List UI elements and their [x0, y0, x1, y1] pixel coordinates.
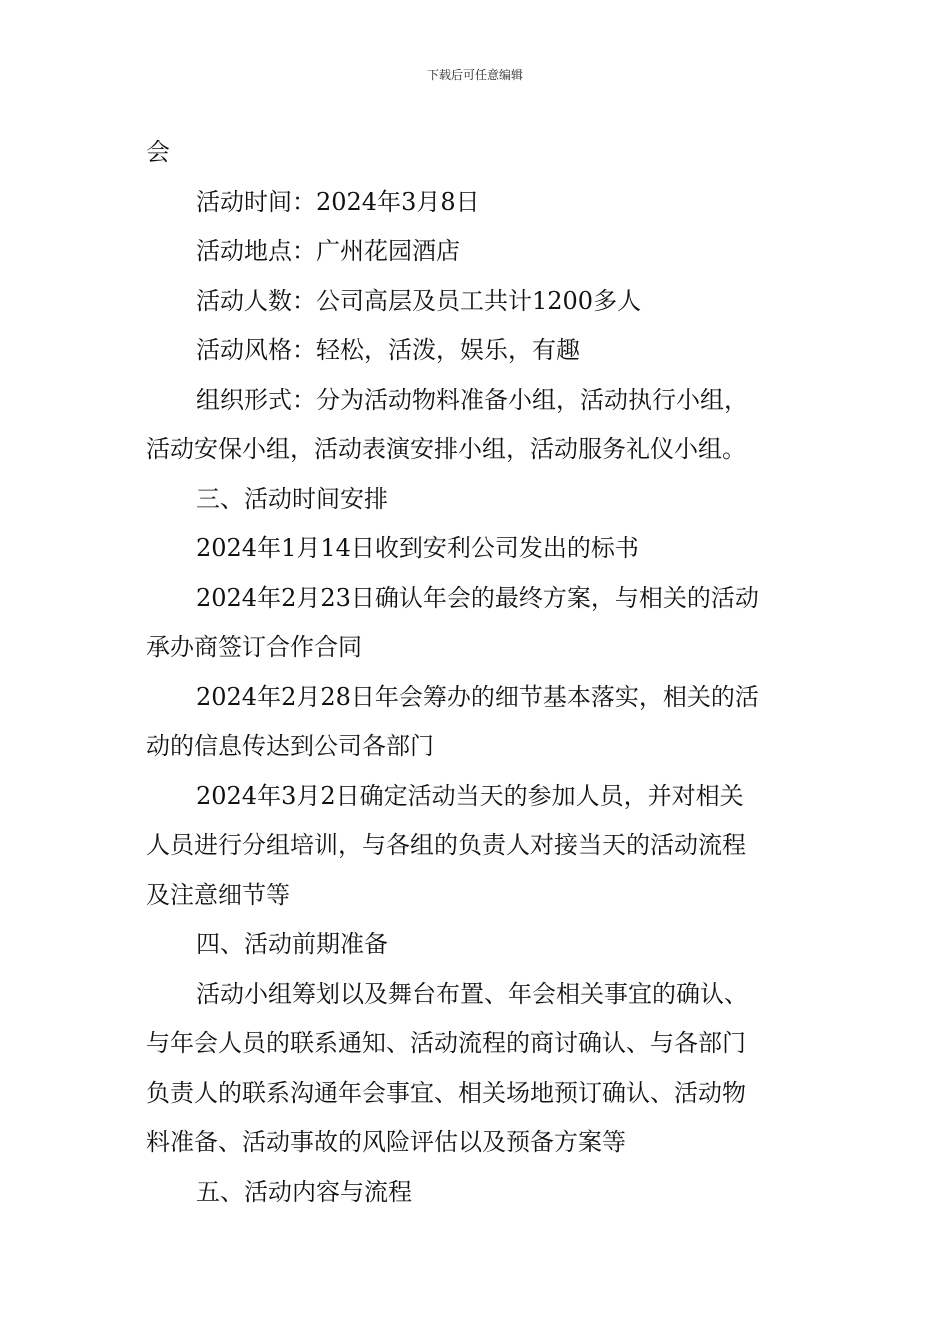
- document-body: [146, 128, 808, 1217]
- section-heading: 三、活动时间安排: [196, 484, 388, 513]
- section-heading: 四、活动前期准备: [196, 930, 388, 958]
- paragraph-line: 承办商签订合作合同: [146, 633, 362, 661]
- paragraph-line: 料准备、活动事故的风险评估以及预备方案等: [146, 1128, 626, 1156]
- page-header-note: 下载后可任意编辑: [426, 68, 523, 82]
- paragraph-line: 活动安保小组，活动表演安排小组，活动服务礼仪小组。: [146, 435, 746, 463]
- paragraph-line: 负责人的联系沟通年会事宜、相关场地预订确认、活动物: [146, 1078, 746, 1107]
- paragraph-line: 及注意细节等: [146, 880, 290, 909]
- paragraph-line: 2024年2月28日年会筹办的细节基本落实，相关的活: [196, 682, 759, 711]
- paragraph-line: 人员进行分组培训，与各组的负责人对接当天的活动流程: [146, 831, 746, 859]
- paragraph-line: 2024年3月2日确定活动当天的参加人员，并对相关: [196, 781, 744, 810]
- paragraph-line: 与年会人员的联系通知、活动流程的商讨确认、与各部门: [146, 1029, 746, 1057]
- paragraph-line: 活动时间：2024年3月8日: [196, 187, 480, 216]
- paragraph-line: 2024年1月14日收到安利公司发出的标书: [196, 534, 639, 562]
- paragraph-line: 活动风格：轻松，活泼，娱乐，有趣: [196, 336, 580, 364]
- section-heading: 五、活动内容与流程: [196, 1177, 412, 1206]
- paragraph-line: 组织形式：分为活动物料准备小组，活动执行小组，: [196, 385, 748, 414]
- paragraph-line: 会: [146, 138, 170, 166]
- paragraph-line: 活动人数：公司高层及员工共计1200多人: [196, 286, 642, 315]
- paragraph-line: 活动地点：广州花园酒店: [196, 237, 460, 265]
- paragraph-line: 活动小组筹划以及舞台布置、年会相关事宜的确认、: [196, 979, 748, 1008]
- paragraph-line: 2024年2月23日确认年会的最终方案，与相关的活动: [196, 583, 759, 612]
- paragraph-line: 动的信息传达到公司各部门: [146, 732, 434, 760]
